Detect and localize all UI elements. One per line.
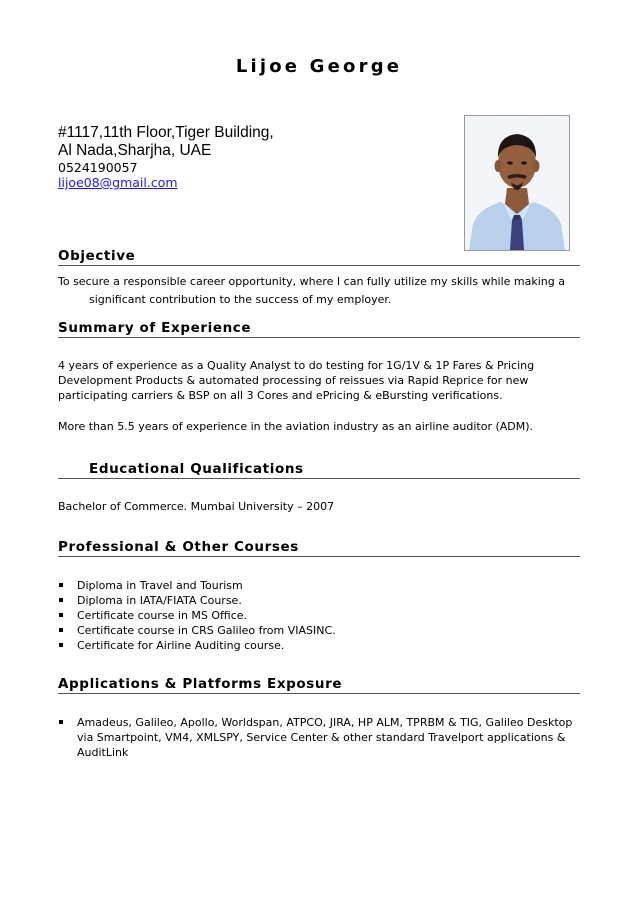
candidate-name: Lijoe George <box>235 56 403 77</box>
platforms-line: Amadeus, Galileo, Apollo, Worldspan, ATPCO, JIRA, HP ALM, TPRBM & TIG, Galileo Desktop <box>77 716 573 729</box>
education-heading: Educational Qualifications <box>58 461 580 479</box>
objective-line-1: To secure a responsible career opportunity, where I can fully utilize my skills while making a <box>58 275 565 288</box>
platforms-section <box>58 676 580 760</box>
summary-paragraph-1 <box>58 358 580 403</box>
platforms-list <box>58 715 580 760</box>
summary-line: participating carriers & BSP on all 3 Cores and ePricing & eBursting verifications. <box>58 389 503 402</box>
education-section <box>58 461 580 514</box>
objective-heading: Objective <box>58 248 580 266</box>
summary-line: 4 years of experience as a Quality Analyst to do testing for 1G/1V & 1P Fares & Pricing <box>58 359 535 372</box>
address-line-2: Al Nada,Sharjha, UAE <box>58 142 212 159</box>
list-item: Diploma in Travel and Tourism <box>58 578 580 593</box>
courses-list <box>58 578 580 653</box>
summary-line: Development Products & automated processing of reissues via Rapid Reprice for new <box>58 374 529 387</box>
summary-paragraph-2: More than 5.5 years of experience in the aviation industry as an airline auditor (ADM). <box>58 420 534 433</box>
platforms-line: AuditLink <box>77 746 129 759</box>
platforms-heading: Applications & Platforms Exposure <box>58 676 580 694</box>
summary-heading: Summary of Experience <box>58 320 580 338</box>
list-item <box>58 715 580 760</box>
list-item: Certificate course in CRS Galileo from VIASINC. <box>58 623 580 638</box>
courses-section <box>58 539 580 653</box>
address-line-1: #1117,11th Floor,Tiger Building, <box>58 124 274 141</box>
list-item: Certificate for Airline Auditing course. <box>58 638 580 653</box>
email-link[interactable]: lijoe08@gmail.com <box>58 175 178 190</box>
objective-section <box>58 248 580 307</box>
portrait-image <box>465 116 569 250</box>
list-item: Certificate course in MS Office. <box>58 608 580 623</box>
platforms-line: via Smartpoint, VM4, XMLSPY, Service Center & other standard Travelport applications & <box>77 731 566 744</box>
objective-line-2: significant contribution to the success of my employer. <box>89 293 392 306</box>
courses-heading: Professional & Other Courses <box>58 539 580 557</box>
list-item: Diploma in IATA/FIATA Course. <box>58 593 580 608</box>
profile-photo <box>464 115 570 251</box>
contact-block <box>58 124 274 190</box>
summary-section <box>58 320 580 434</box>
phone-number: 0524190057 <box>58 160 138 175</box>
education-text: Bachelor of Commerce. Mumbai University – 2007 <box>58 500 335 513</box>
